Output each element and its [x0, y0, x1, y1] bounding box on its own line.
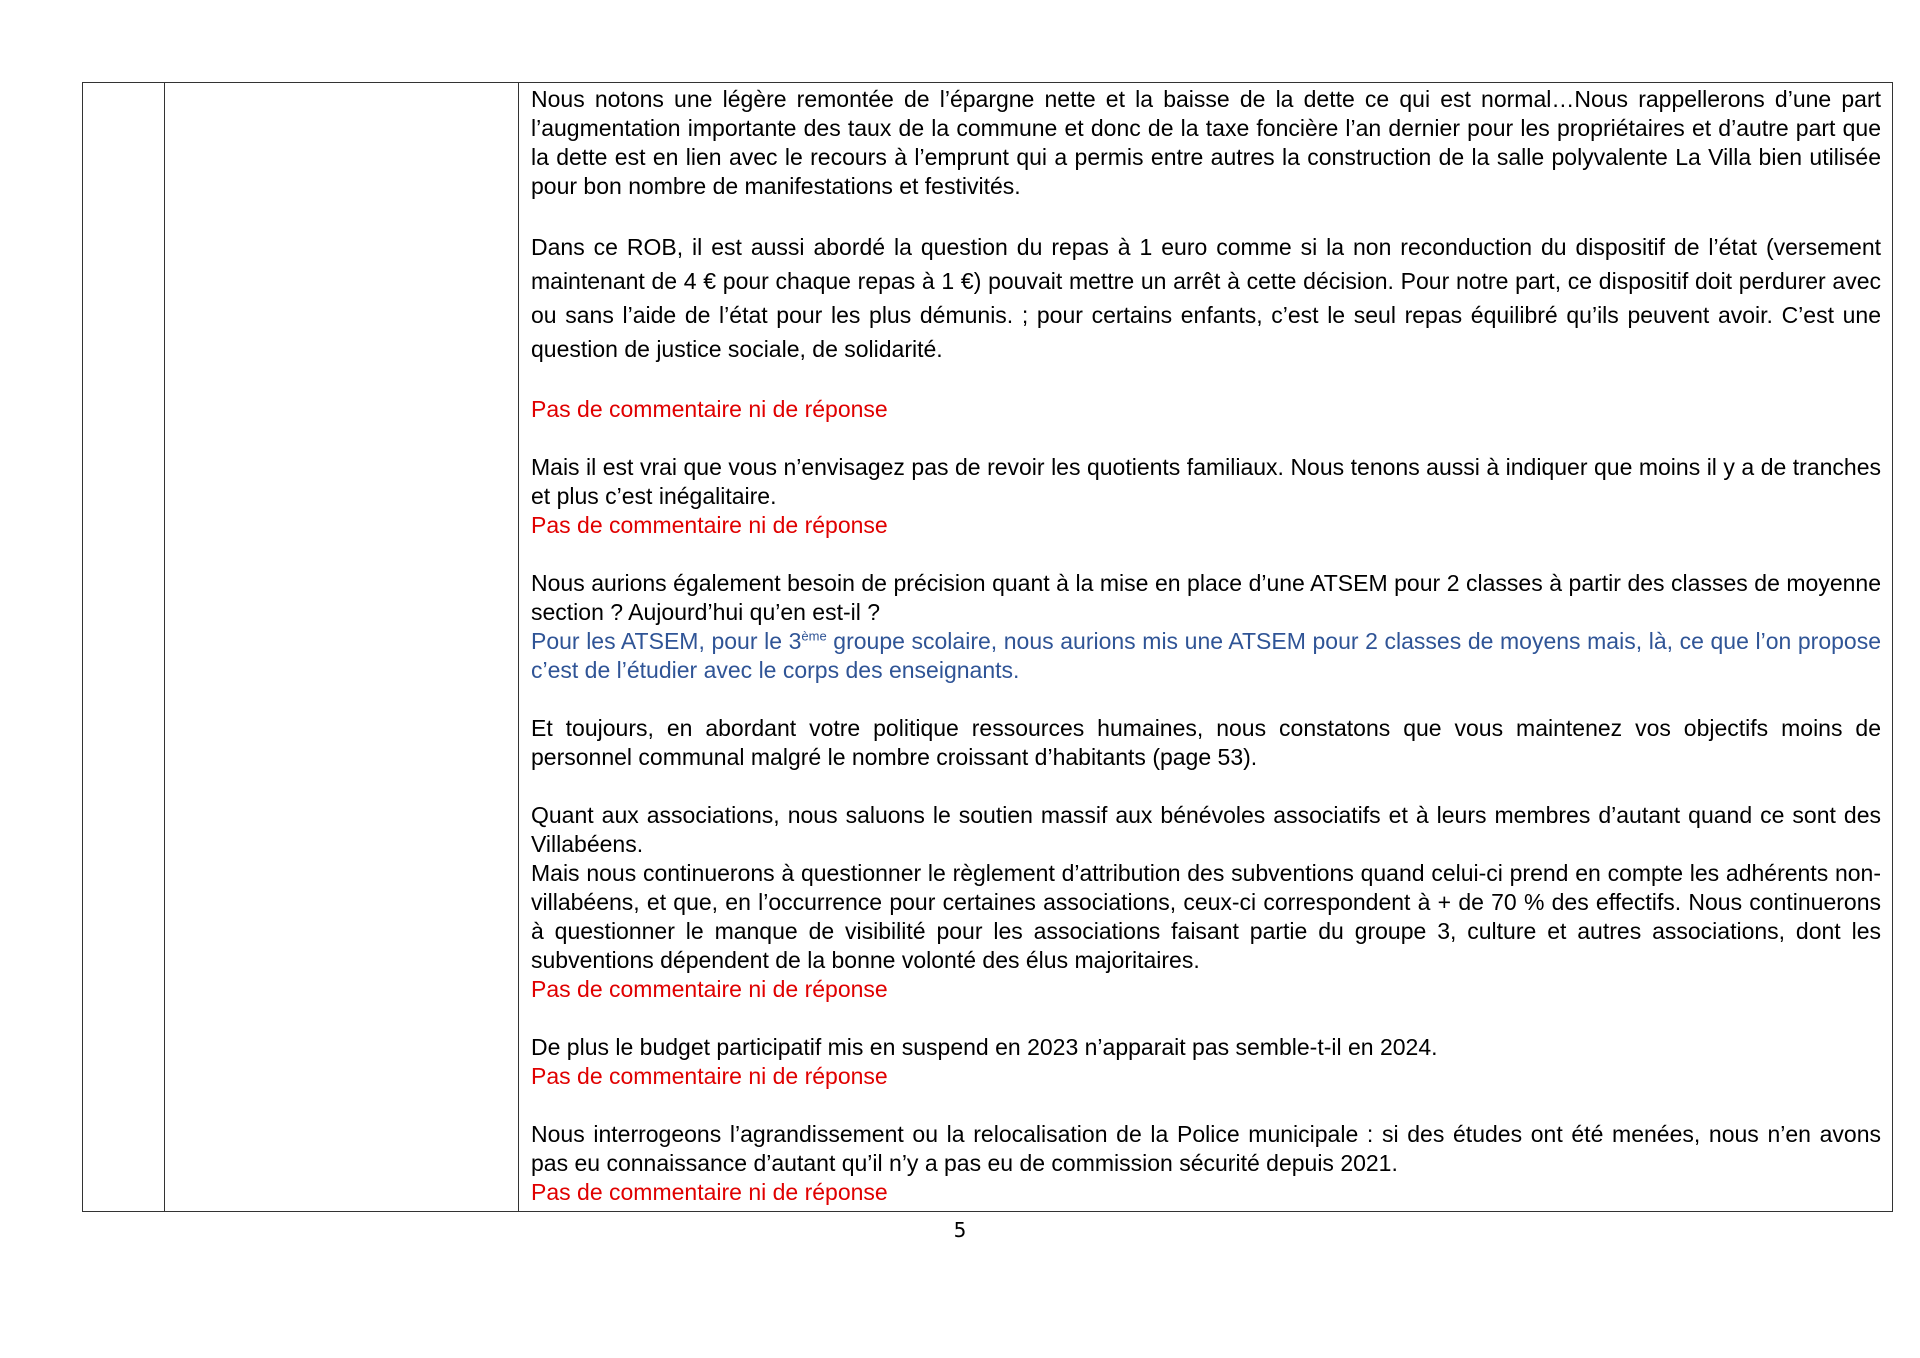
- document-table: [82, 82, 1893, 1212]
- no-response-note: Pas de commentaire ni de réponse: [531, 396, 888, 422]
- response-text: groupe scolaire, nous aurions mis une ATSEM pour 2 classes de moyens mais, là, ce que l’on propose c’est de l’étudier avec le corps des enseignants.: [531, 628, 1882, 683]
- no-response-note: Pas de commentaire ni de réponse: [531, 512, 888, 538]
- paragraph-budget: De plus le budget participatif mis en suspend en 2023 n’apparait pas semble-t-il en 2024.: [531, 1034, 1438, 1060]
- column-divider: [518, 83, 519, 1211]
- superscript: ème: [801, 628, 827, 644]
- page-number: 5: [953, 1218, 967, 1242]
- paragraph-associations: Quant aux associations, nous saluons le soutien massif aux bénévoles associatifs et à leurs membres d’autant quand ce sont des Villabéens.: [531, 802, 1881, 857]
- paragraph-quotients: Mais il est vrai que vous n’envisagez pas de revoir les quotients familiaux. Nous tenons aussi à indiquer que moins il y a de tranches et plus c’est inégalitaire.: [531, 454, 1881, 509]
- no-response-note: Pas de commentaire ni de réponse: [531, 1179, 888, 1205]
- paragraph-rh: Et toujours, en abordant votre politique ressources humaines, nous constatons que vous maintenez vos objectifs moins de personnel communal malgré le nombre croissant d’habitants (page 53).: [531, 715, 1881, 770]
- response-text: Pour les ATSEM, pour le 3: [531, 628, 802, 654]
- no-response-note: Pas de commentaire ni de réponse: [531, 1063, 888, 1089]
- content-cell: [531, 85, 1881, 1236]
- paragraph-repas: Dans ce ROB, il est aussi abordé la question du repas à 1 euro comme si la non reconduction du dispositif de l’état (versement maintenant de 4 € pour chaque repas à 1 €) pouvait mettre un arrêt à cette décision. Pour notre part, ce dispositif doit perdurer avec ou sans l’aide de l’état pour les plus démunis. ; pour certains enfants, c’est le seul repas équilibré qu’ils peuvent avoir. C’est une question de justice sociale, de solidarité.: [531, 234, 1881, 362]
- no-response-note: Pas de commentaire ni de réponse: [531, 976, 888, 1002]
- column-divider: [164, 83, 165, 1211]
- response-atsem: [531, 627, 1881, 685]
- paragraph-police: Nous interrogeons l’agrandissement ou la relocalisation de la Police municipale : si des études ont été menées, nous n’en avons pas eu connaissance d’autant qu’il n’y a pas eu de commission sécurité depuis 2021.: [531, 1121, 1881, 1176]
- paragraph-subventions: Mais nous continuerons à questionner le règlement d’attribution des subventions quand celui-ci prend en compte les adhérents non-villabéens, et que, en l’occurrence pour certaines associations, ceux-ci correspondent à + de 70 % des effectifs. Nous continuerons à questionner le manque de visibilité pour les associations faisant partie du groupe 3, culture et autres associations, dont les subventions dépendent de la bonne volonté des élus majoritaires.: [531, 860, 1881, 973]
- paragraph-epargne: Nous notons une légère remontée de l’épargne nette et la baisse de la dette ce qui est normal…Nous rappellerons d’une part l’augmentation importante des taux de la commune et donc de la taxe foncière l’an dernier pour les propriétaires et d’autre part que la dette est en lien avec le recours à l’emprunt qui a permis entre autres la construction de la salle polyvalente La Villa bien utilisée pour bon nombre de manifestations et festivités.: [531, 86, 1881, 199]
- paragraph-atsem: Nous aurions également besoin de précision quant à la mise en place d’une ATSEM pour 2 classes à partir des classes de moyenne section ? Aujourd’hui qu’en est-il ?: [531, 570, 1881, 625]
